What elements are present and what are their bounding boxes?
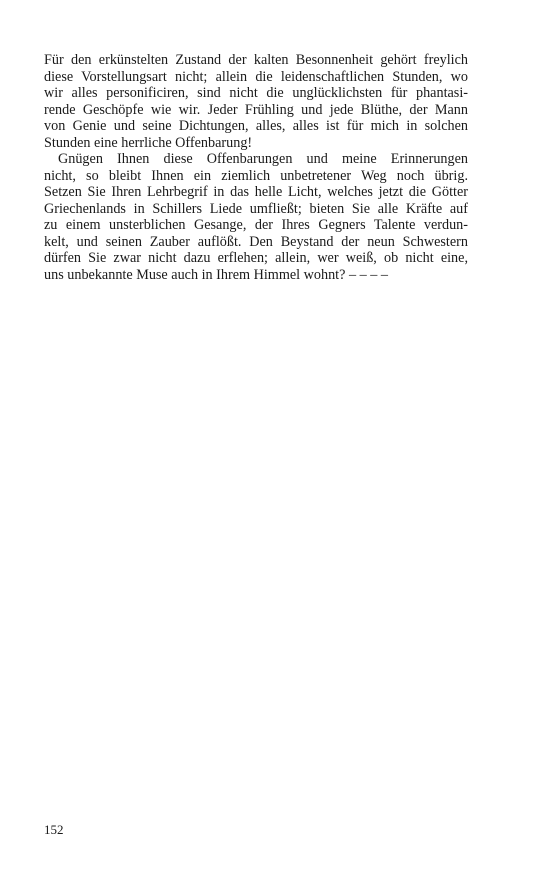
text-line: kelt, und seinen Zauber auflößt. Den Beystand der neun Schwestern [44, 233, 468, 250]
text-line: Stunden eine herrliche Offenbarung! [44, 134, 253, 151]
text-line: uns unbekannte Muse auch in Ihrem Himmel wohnt? – – – – [44, 266, 388, 283]
text-line: Gnügen Ihnen diese Offenbarungen und meine Erinnerungen [58, 151, 468, 167]
text-block [44, 52, 468, 283]
paragraph-1 [44, 52, 468, 151]
text-line: Griechenlands in Schillers Liede umfließt; bieten Sie alle Kräfte auf [44, 200, 468, 217]
paragraph-2 [44, 151, 468, 283]
text-line: zu einem unsterblichen Gesange, der Ihres Gegners Talente verdun- [44, 217, 468, 233]
text-line: wir alles personificiren, sind nicht die unglücklichsten für phantasi- [44, 85, 468, 101]
text-line: diese Vorstellungsart nicht; allein die leidenschaftlichen Stunden, wo [44, 68, 468, 85]
text-line: Setzen Sie Ihren Lehrbegrif in das helle Licht, welches jetzt die Götter [44, 184, 468, 200]
text-line: nicht, so bleibt Ihnen ein ziemlich unbetretener Weg noch übrig. [44, 167, 468, 184]
text-line: dürfen Sie zwar nicht dazu erflehen; allein, wer weiß, ob nicht eine, [44, 250, 468, 266]
text-line: von Genie und seine Dichtungen, alles, alles ist für mich in solchen [44, 118, 468, 134]
page-number: 152 [44, 822, 64, 837]
text-line: Für den erkünstelten Zustand der kalten Besonnenheit gehört freylich [44, 52, 468, 68]
text-line: rende Geschöpfe wie wir. Jeder Frühling und jede Blüthe, der Mann [44, 101, 468, 118]
